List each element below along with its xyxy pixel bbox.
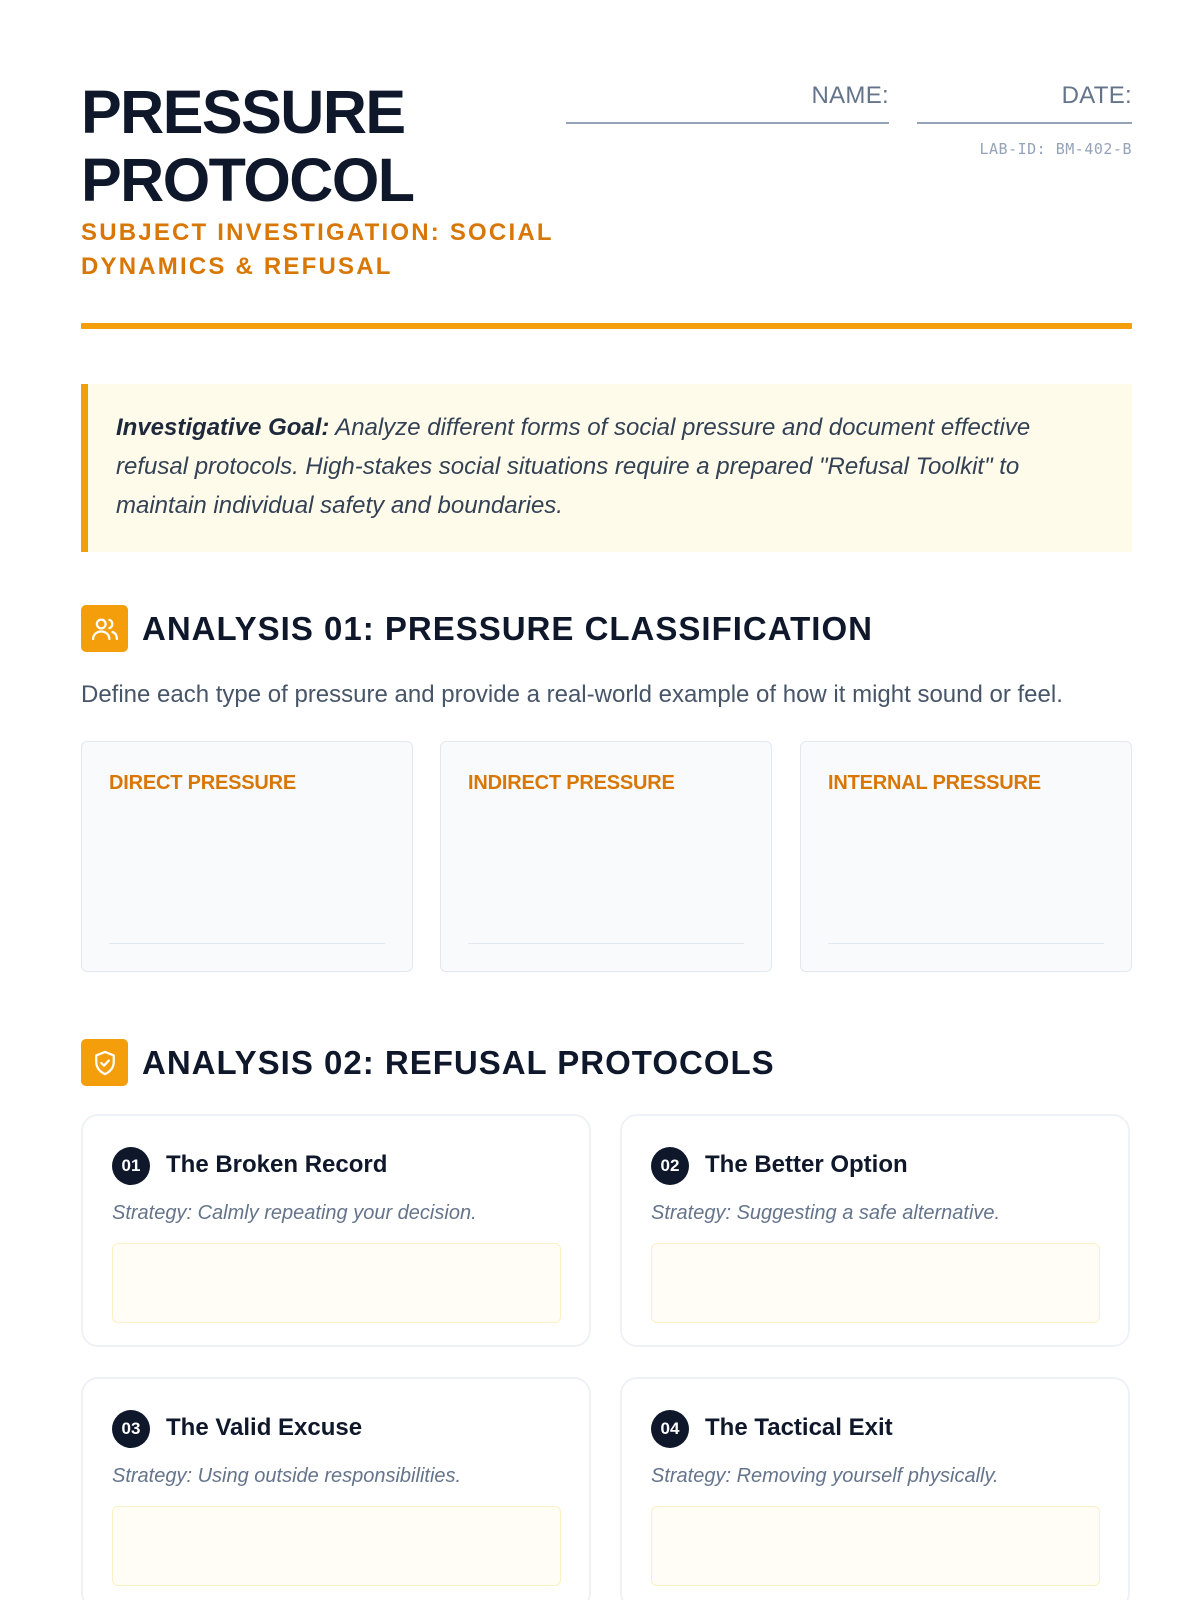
users-icon bbox=[81, 605, 128, 652]
protocol-answer-box[interactable] bbox=[112, 1243, 561, 1323]
goal-text: Analyze different forms of social pressure and document effective refusal protocols. High-stakes social situations require a prepared "Refusal Toolkit" to maintain individual safety and boundaries. bbox=[116, 414, 1031, 519]
header-divider bbox=[81, 323, 1132, 329]
answer-line bbox=[468, 943, 744, 945]
direct-pressure-label: DIRECT PRESSURE bbox=[109, 772, 297, 794]
date-label: DATE: bbox=[1061, 82, 1132, 109]
title-line-2: PROTOCOL bbox=[81, 146, 414, 214]
protocol-strategy: Strategy: Using outside responsibilities. bbox=[112, 1465, 462, 1487]
page-subtitle: SUBJECT INVESTIGATION: SOCIAL DYNAMICS & REFUSAL bbox=[81, 219, 554, 280]
internal-pressure-label: INTERNAL PRESSURE bbox=[828, 772, 1041, 794]
title-line-1: PRESSURE bbox=[81, 78, 405, 146]
protocol-number-badge: 01 bbox=[112, 1147, 150, 1185]
analysis-02-title: ANALYSIS 02: REFUSAL PROTOCOLS bbox=[142, 1044, 775, 1081]
lab-id: LAB-ID: BM-402-B bbox=[979, 140, 1132, 158]
protocol-number-badge: 04 bbox=[651, 1410, 689, 1448]
analysis-01-heading bbox=[81, 605, 1132, 653]
answer-line bbox=[828, 943, 1104, 945]
shield-check-icon bbox=[81, 1039, 128, 1086]
indirect-pressure-card[interactable] bbox=[440, 741, 772, 972]
investigative-goal-box bbox=[81, 384, 1132, 552]
protocol-answer-box[interactable] bbox=[651, 1506, 1100, 1586]
answer-line bbox=[109, 943, 385, 945]
protocol-answer-box[interactable] bbox=[112, 1506, 561, 1586]
protocol-card-better-option bbox=[620, 1114, 1130, 1347]
name-label: NAME: bbox=[811, 82, 889, 109]
protocol-title: The Tactical Exit bbox=[705, 1414, 893, 1441]
analysis-01-title: ANALYSIS 01: PRESSURE CLASSIFICATION bbox=[142, 610, 873, 647]
protocol-strategy: Strategy: Removing yourself physically. bbox=[651, 1465, 999, 1487]
direct-pressure-card[interactable] bbox=[81, 741, 413, 972]
protocol-title: The Better Option bbox=[705, 1151, 908, 1178]
protocol-card-valid-excuse bbox=[81, 1377, 591, 1600]
protocol-strategy: Strategy: Suggesting a safe alternative. bbox=[651, 1202, 1001, 1224]
protocol-title: The Broken Record bbox=[166, 1151, 388, 1178]
page-title bbox=[81, 78, 551, 214]
protocol-answer-box[interactable] bbox=[651, 1243, 1100, 1323]
protocol-card-tactical-exit bbox=[620, 1377, 1130, 1600]
protocol-strategy: Strategy: Calmly repeating your decision. bbox=[112, 1202, 477, 1224]
protocol-title: The Valid Excuse bbox=[166, 1414, 363, 1441]
protocol-number-badge: 02 bbox=[651, 1147, 689, 1185]
internal-pressure-card[interactable] bbox=[800, 741, 1132, 972]
analysis-02-heading bbox=[81, 1039, 1132, 1087]
protocol-number-badge: 03 bbox=[112, 1410, 150, 1448]
protocol-card-broken-record bbox=[81, 1114, 591, 1347]
indirect-pressure-label: INDIRECT PRESSURE bbox=[468, 772, 675, 794]
goal-label: Investigative Goal: bbox=[116, 414, 330, 441]
worksheet-page bbox=[81, 0, 1132, 1600]
name-field[interactable] bbox=[566, 82, 889, 124]
analysis-01-description: Define each type of pressure and provide a real-world example of how it might sound or feel. bbox=[81, 681, 1063, 708]
date-field[interactable] bbox=[917, 82, 1132, 124]
